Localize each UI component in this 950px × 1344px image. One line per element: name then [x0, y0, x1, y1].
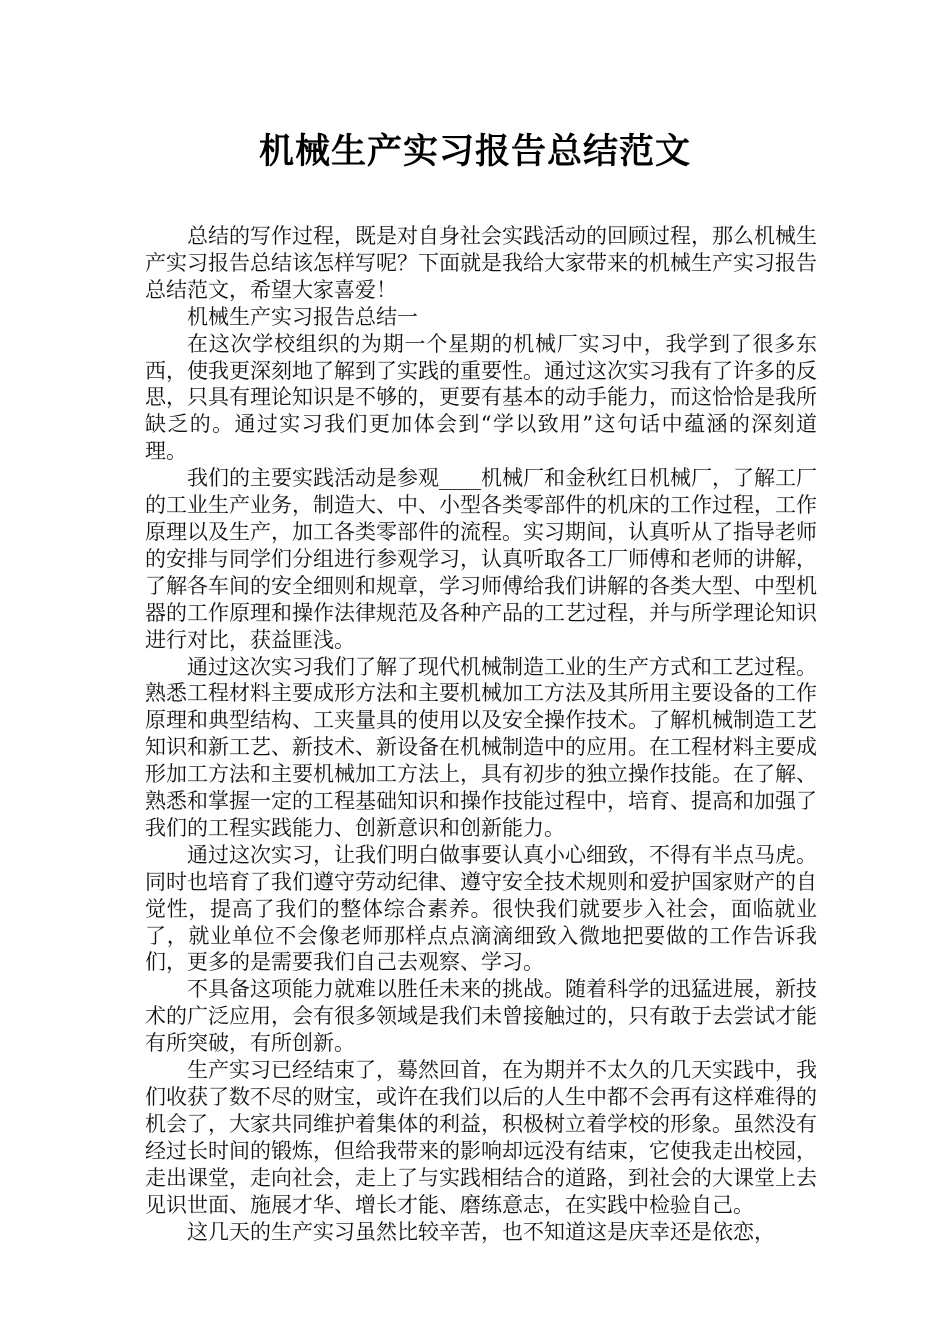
paragraph: 通过这次实习我们了解了现代机械制造工业的生产方式和工艺过程。熟悉工程材料主要成形方法和主要机械加工方法及其所用主要设备的工作原理和典型结构、工夹量具的使用以及安全操作技术。了解机械制造工艺知识和新工艺、新技术、新设备在机械制造中的应用。在工程材料主要成形加工方法和主要机械加工方法上，具有初步的独立操作技能。在了解、熟悉和掌握一定的工程基础知识和操作技能过程中，培育、提高和加强了我们的工程实践能力、创新意识和创新能力。	[145, 654, 817, 840]
paragraph-intro: 总结的写作过程，既是对自身社会实践活动的回顾过程，那么机械生产实习报告总结该怎样写呢？下面就是我给大家带来的机械生产实习报告总结范文，希望大家喜爱！	[145, 224, 817, 302]
paragraph: 通过这次实习，让我们明白做事要认真小心细致，不得有半点马虎。同时也培育了我们遵守劳动纪律、遵守安全技术规则和爱护国家财产的自觉性，提高了我们的整体综合素养。很快我们就要步入社会，面临就业了，就业单位不会像老师那样点点滴滴细致入微地把要做的工作告诉我们，更多的是需要我们自己去观察、学习。	[145, 842, 817, 975]
paragraph: 生产实习已经结束了，蓦然回首，在为期并不太久的几天实践中，我们收获了数不尽的财宝，或许在我们以后的人生中都不会再有这样难得的机会了，大家共同维护着集体的利益，积极树立着学校的形象。虽然没有经过长时间的锻炼，但给我带来的影响却远没有结束，它使我走出校园，走出课堂，走向社会，走上了与实践相结合的道路，到社会的大课堂上去见识世面、施展才华、增长才能、磨练意志，在实践中检验自己。	[145, 1058, 817, 1217]
paragraph: 我们的主要实践活动是参观____机械厂和金秋红日机械厂，了解工厂的工业生产业务，制造大、中、小型各类零部件的机床的工作过程，工作原理以及生产，加工各类零部件的流程。实习期间，认真听从了指导老师的安排与同学们分组进行参观学习，认真听取各工厂师傅和老师的讲解，了解各车间的安全细则和规章，学习师傅给我们讲解的各类大型、中型机器的工作原理和操作法律规范及各种产品的工艺过程，并与所学理论知识进行对比，获益匪浅。	[145, 466, 817, 652]
paragraph: 不具备这项能力就难以胜任未来的挑战。随着科学的迅猛进展，新技术的广泛应用，会有很多领域是我们未曾接触过的，只有敢于去尝试才能有所突破，有所创新。	[145, 977, 817, 1056]
document-body	[145, 223, 817, 1245]
paragraph: 在这次学校组织的为期一个星期的机械厂实习中，我学到了很多东西，使我更深刻地了解到了实践的重要性。通过这次实习我有了许多的反思，只具有理论知识是不够的，更要有基本的动手能力，而这恰恰是我所缺乏的。通过实习我们更加体会到“学以致用”这句话中蕴涵的深刻道理。	[145, 331, 817, 464]
paragraph: 这几天的生产实习虽然比较辛苦，也不知道这是庆幸还是依恋，	[187, 1219, 775, 1244]
section-heading: 机械生产实习报告总结一	[187, 304, 418, 329]
page-title: 机械生产实习报告总结范文	[258, 132, 691, 172]
